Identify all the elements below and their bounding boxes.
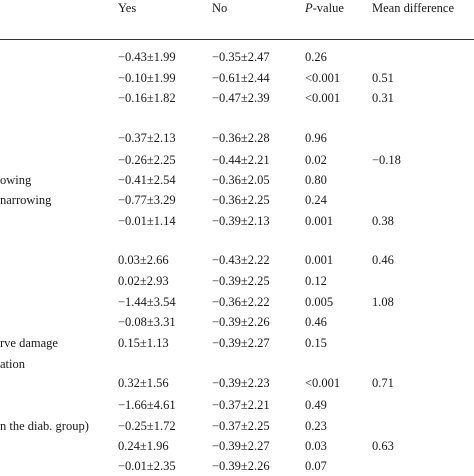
cell-p: 0.12 <box>305 274 327 288</box>
cell-no: −0.37±2.25 <box>212 419 270 433</box>
cell-no: −0.39±2.27 <box>212 439 270 453</box>
table-row <box>0 88 474 108</box>
cell-no: −0.61±2.44 <box>212 71 270 85</box>
cell-p: 0.07 <box>305 459 327 473</box>
cell-no: −0.39±2.26 <box>212 315 270 329</box>
table-row <box>0 250 474 270</box>
cell-no: −0.36±2.28 <box>212 131 270 145</box>
cell-yes: −0.26±2.25 <box>118 153 176 167</box>
cell-yes: −0.10±1.99 <box>118 71 176 85</box>
cell-yes: −0.37±2.13 <box>118 131 176 145</box>
cell-yes: −0.16±1.82 <box>118 91 176 105</box>
cell-label: ation <box>0 357 25 371</box>
cell-label: owing <box>0 173 32 187</box>
cell-no: −0.37±2.21 <box>212 398 270 412</box>
cell-p: 0.001 <box>305 214 334 228</box>
cell-md: 0.51 <box>372 71 394 85</box>
cell-no: −0.36±2.25 <box>212 193 270 207</box>
cell-p: 0.80 <box>305 173 327 187</box>
cell-yes: 0.15±1.13 <box>118 336 169 350</box>
table-row <box>0 292 474 312</box>
cell-p: <0.001 <box>305 71 341 85</box>
cell-yes: −0.25±1.72 <box>118 419 176 433</box>
cell-yes: 0.24±1.96 <box>118 439 169 453</box>
table-row <box>0 128 474 148</box>
table-row <box>0 211 474 231</box>
cell-no: −0.39±2.27 <box>212 336 270 350</box>
cell-yes: −0.01±1.14 <box>118 214 176 228</box>
cell-yes: −1.44±3.54 <box>118 295 176 309</box>
cell-p: 0.49 <box>305 398 327 412</box>
cell-yes: −0.08±3.31 <box>118 315 176 329</box>
cell-no: −0.47±2.39 <box>212 91 270 105</box>
cell-p: 0.005 <box>305 295 334 309</box>
cell-md: 0.38 <box>372 214 394 228</box>
header-pvalue-p: P <box>305 1 313 15</box>
header-pvalue <box>305 0 344 16</box>
cell-no: −0.36±2.22 <box>212 295 270 309</box>
cell-p: 0.02 <box>305 153 327 167</box>
cell-yes: 0.03±2.66 <box>118 253 169 267</box>
header-yes: Yes <box>118 1 137 15</box>
cell-md: −0.18 <box>372 153 401 167</box>
cell-label: rve damage <box>0 336 58 350</box>
cell-no: −0.39±2.13 <box>212 214 270 228</box>
header-mean-difference: Mean difference <box>372 1 455 15</box>
table-row <box>0 170 474 190</box>
cell-p: 0.03 <box>305 439 327 453</box>
cell-md: 0.63 <box>372 439 394 453</box>
cell-yes: −0.43±1.99 <box>118 50 176 64</box>
cell-md: 0.46 <box>372 253 394 267</box>
cell-p: 0.96 <box>305 131 327 145</box>
cell-md: 0.71 <box>372 376 394 390</box>
cell-yes: 0.02±2.93 <box>118 274 169 288</box>
cell-no: −0.43±2.22 <box>212 253 270 267</box>
cell-no: −0.44±2.21 <box>212 153 270 167</box>
table-row <box>0 436 474 456</box>
table-row <box>0 110 474 130</box>
table-row <box>0 373 474 393</box>
cell-yes: −0.41±2.54 <box>118 173 176 187</box>
table-row <box>0 150 474 170</box>
table-row <box>0 416 474 436</box>
table-row <box>0 68 474 88</box>
table-row <box>0 271 474 291</box>
cell-md: 0.31 <box>372 91 394 105</box>
cell-p: 0.46 <box>305 315 327 329</box>
table-row <box>0 232 474 252</box>
cell-yes: −0.01±2.35 <box>118 459 176 473</box>
cell-label: n the diab. group) <box>0 419 89 433</box>
cell-md: 1.08 <box>372 295 394 309</box>
cell-p: 0.26 <box>305 50 327 64</box>
table-row <box>0 333 474 353</box>
header-no: No <box>212 1 228 15</box>
cell-no: −0.39±2.26 <box>212 459 270 473</box>
table-row <box>0 312 474 332</box>
cell-yes: −1.66±4.61 <box>118 398 176 412</box>
cell-label: narrowing <box>0 193 52 207</box>
table-row <box>0 47 474 67</box>
cell-no: −0.39±2.25 <box>212 274 270 288</box>
cell-yes: −0.77±3.29 <box>118 193 176 207</box>
table-row <box>0 354 474 374</box>
cell-no: −0.35±2.47 <box>212 50 270 64</box>
cell-no: −0.39±2.23 <box>212 376 270 390</box>
cell-p: <0.001 <box>305 376 341 390</box>
cell-yes: 0.32±1.56 <box>118 376 169 390</box>
cell-p: 0.24 <box>305 193 327 207</box>
cell-p: 0.001 <box>305 253 334 267</box>
cell-p: <0.001 <box>305 91 341 105</box>
table-row <box>0 395 474 415</box>
cell-p: 0.15 <box>305 336 327 350</box>
table-row <box>0 456 474 476</box>
table-row <box>0 190 474 210</box>
header-pvalue-rest: -value <box>312 1 344 15</box>
cell-p: 0.23 <box>305 419 327 433</box>
header-rule <box>0 39 474 40</box>
cell-no: −0.36±2.05 <box>212 173 270 187</box>
